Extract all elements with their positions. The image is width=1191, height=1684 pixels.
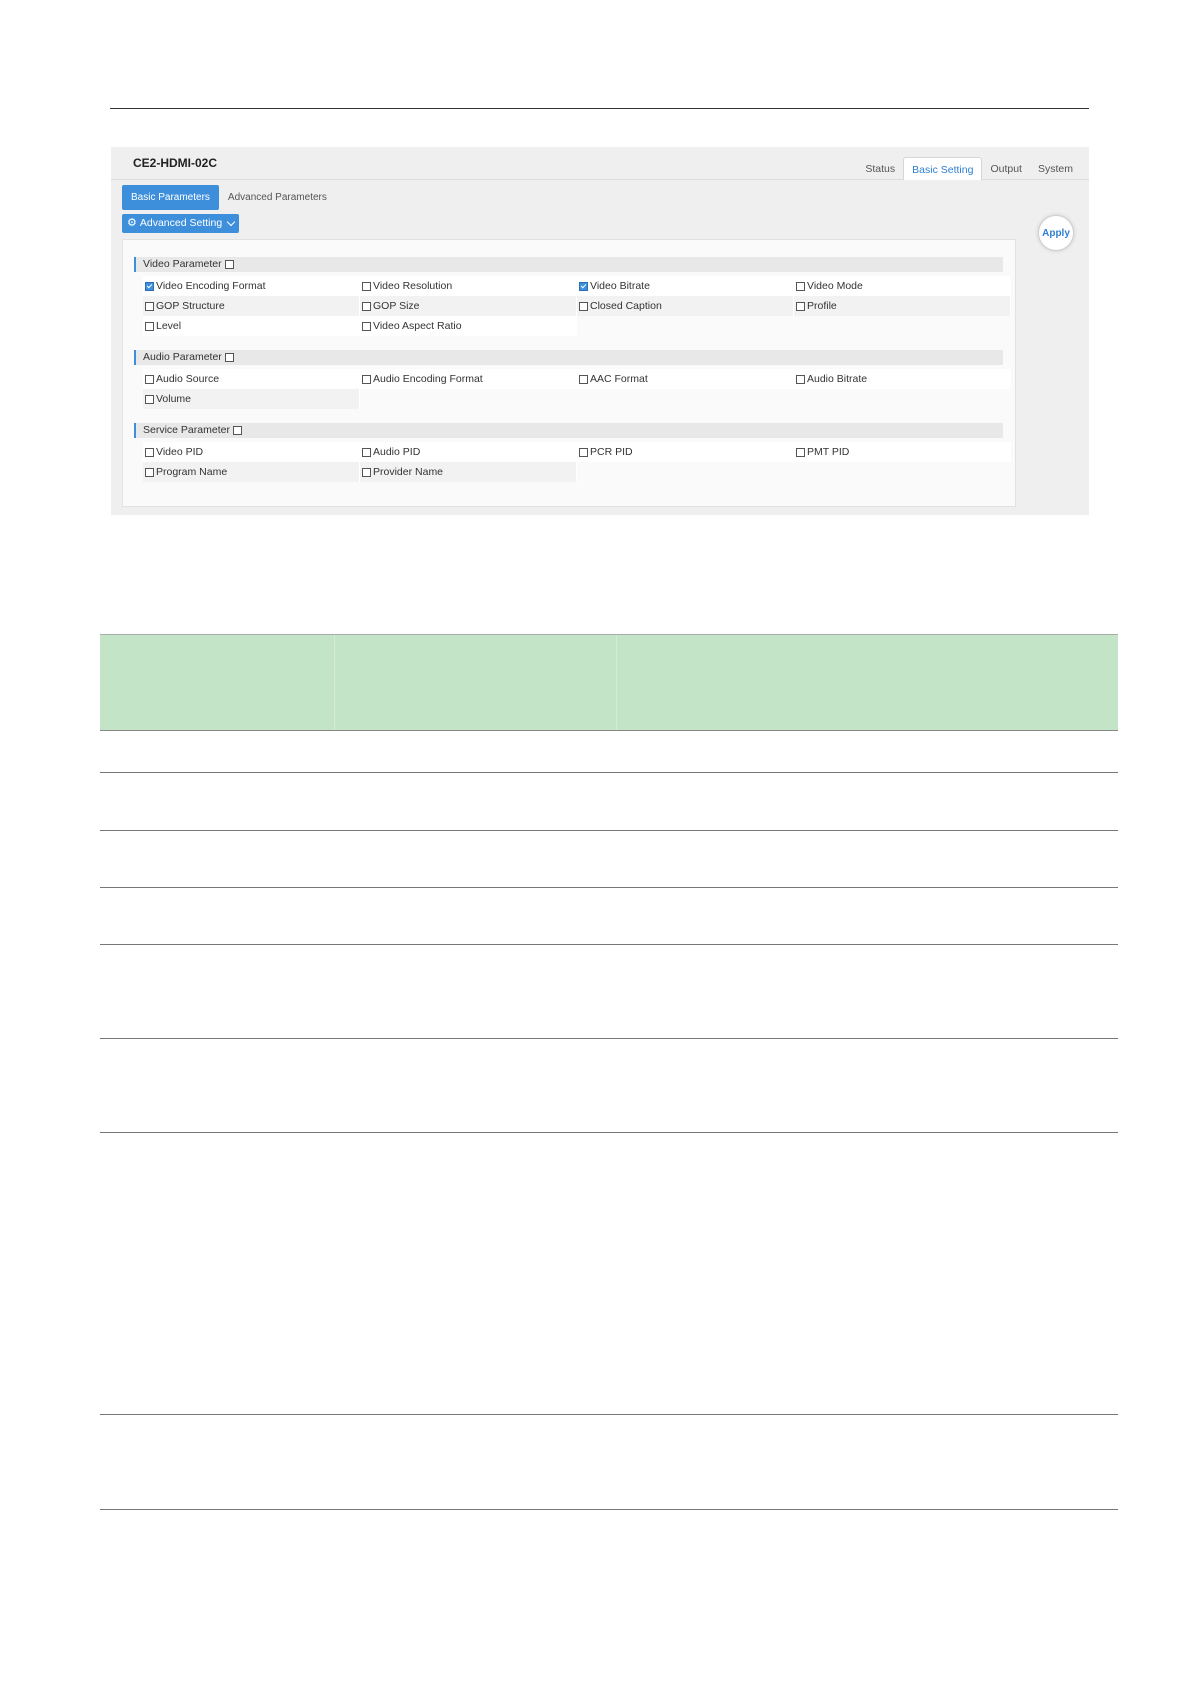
audio-parameter-grid: [143, 369, 1011, 409]
option-label: Audio Encoding Format: [373, 373, 483, 385]
checkbox[interactable]: [579, 375, 588, 384]
option-closed-caption[interactable]: [577, 296, 794, 316]
table-row-divider: [100, 887, 1118, 888]
section-title: Video Parameter: [143, 258, 222, 270]
section-title: Audio Parameter: [143, 351, 222, 363]
option-label: GOP Structure: [156, 300, 225, 312]
main-nav: [857, 157, 1081, 179]
option-profile[interactable]: [794, 296, 1011, 316]
option-video-resolution[interactable]: [360, 276, 577, 296]
option-audio-bitrate[interactable]: [794, 369, 1011, 389]
option-label: Level: [156, 320, 182, 332]
table-row-divider: [100, 944, 1118, 945]
option-aac-format[interactable]: [577, 369, 794, 389]
table-row-divider: [100, 1132, 1118, 1133]
option-label: Audio Bitrate: [807, 373, 868, 385]
option-label: Program Name: [156, 466, 228, 478]
tab-advanced-parameters[interactable]: Advanced Parameters: [227, 192, 327, 203]
option-label: Video Bitrate: [590, 280, 650, 292]
advanced-setting-button[interactable]: [122, 214, 239, 233]
option-audio-pid[interactable]: [360, 442, 577, 462]
checkbox[interactable]: [796, 282, 805, 291]
option-label: GOP Size: [373, 300, 420, 312]
checkbox[interactable]: [145, 468, 154, 477]
option-label: Audio Source: [156, 373, 220, 385]
option-audio-source[interactable]: [143, 369, 360, 389]
option-video-aspect-ratio[interactable]: [360, 316, 577, 336]
option-label: Volume: [156, 393, 192, 405]
option-label: Video Resolution: [373, 280, 453, 292]
table-row-divider: [100, 772, 1118, 773]
option-video-bitrate[interactable]: [577, 276, 794, 296]
tab-basic-setting[interactable]: Basic Setting: [903, 157, 982, 180]
checkbox[interactable]: [362, 302, 371, 311]
option-label: Closed Caption: [590, 300, 662, 312]
table-row-divider: [100, 1414, 1118, 1415]
checkbox[interactable]: [145, 375, 154, 384]
option-video-mode[interactable]: [794, 276, 1011, 296]
web-ui-screenshot: [111, 147, 1089, 515]
table-row-divider: [100, 830, 1118, 831]
option-gop-size[interactable]: [360, 296, 577, 316]
option-video-encoding-format[interactable]: [143, 276, 360, 296]
checkbox[interactable]: [145, 395, 154, 404]
checkbox[interactable]: [579, 448, 588, 457]
checkbox[interactable]: [579, 302, 588, 311]
checkbox[interactable]: [145, 322, 154, 331]
tab-basic-parameters[interactable]: Basic Parameters: [122, 185, 219, 210]
table-row-divider: [100, 1509, 1118, 1510]
option-label: Video Mode: [807, 280, 863, 292]
table-row-divider: [100, 1038, 1118, 1039]
apply-button[interactable]: Apply: [1038, 215, 1074, 251]
option-label: AAC Format: [590, 373, 648, 385]
tab-output[interactable]: Output: [990, 163, 1022, 175]
checkbox[interactable]: [362, 322, 371, 331]
option-provider-name[interactable]: [360, 462, 577, 482]
checkbox[interactable]: [145, 282, 154, 291]
gear-icon: ⚙: [127, 217, 137, 229]
option-pmt-pid[interactable]: [794, 442, 1011, 462]
checkbox[interactable]: [579, 282, 588, 291]
chevron-down-icon: [227, 218, 235, 226]
tab-system[interactable]: System: [1037, 163, 1073, 175]
section-title: Service Parameter: [143, 424, 230, 436]
checkbox[interactable]: [362, 375, 371, 384]
option-label: Provider Name: [373, 466, 444, 478]
section-select-all-checkbox[interactable]: [225, 353, 234, 362]
option-gop-structure[interactable]: [143, 296, 360, 316]
checkbox[interactable]: [362, 282, 371, 291]
service-parameter-grid: [143, 442, 1011, 482]
section-header-service: [134, 423, 1003, 438]
option-label: Profile: [807, 300, 837, 312]
section-select-all-checkbox[interactable]: [225, 260, 234, 269]
option-label: PCR PID: [590, 446, 633, 458]
option-volume[interactable]: [143, 389, 360, 409]
checkbox[interactable]: [362, 448, 371, 457]
option-label: PMT PID: [807, 446, 850, 458]
option-video-pid[interactable]: [143, 442, 360, 462]
video-parameter-grid: [143, 276, 1011, 336]
section-header-audio: [134, 350, 1003, 365]
column-divider: [334, 635, 335, 730]
advanced-setting-label: Advanced Setting: [139, 217, 223, 229]
section-header-video: [134, 257, 1003, 272]
column-divider: [616, 635, 617, 730]
option-audio-encoding-format[interactable]: [360, 369, 577, 389]
device-title: CE2-HDMI-02C: [133, 156, 218, 170]
option-level[interactable]: [143, 316, 360, 336]
checkbox[interactable]: [796, 302, 805, 311]
tab-status[interactable]: Status: [865, 163, 896, 175]
parameter-panel: [122, 239, 1016, 507]
checkbox[interactable]: [796, 375, 805, 384]
checkbox[interactable]: [145, 302, 154, 311]
section-select-all-checkbox[interactable]: [233, 426, 242, 435]
option-label: Video PID: [156, 446, 204, 458]
option-label: Audio PID: [373, 446, 421, 458]
option-label: Video Encoding Format: [156, 280, 266, 292]
checkbox[interactable]: [796, 448, 805, 457]
option-pcr-pid[interactable]: [577, 442, 794, 462]
option-program-name[interactable]: [143, 462, 360, 482]
checkbox[interactable]: [145, 448, 154, 457]
sub-tabs: [122, 185, 336, 210]
option-label: Video Aspect Ratio: [373, 320, 462, 332]
page-header-rule: [110, 108, 1089, 109]
table-header: [100, 634, 1118, 731]
checkbox[interactable]: [362, 468, 371, 477]
